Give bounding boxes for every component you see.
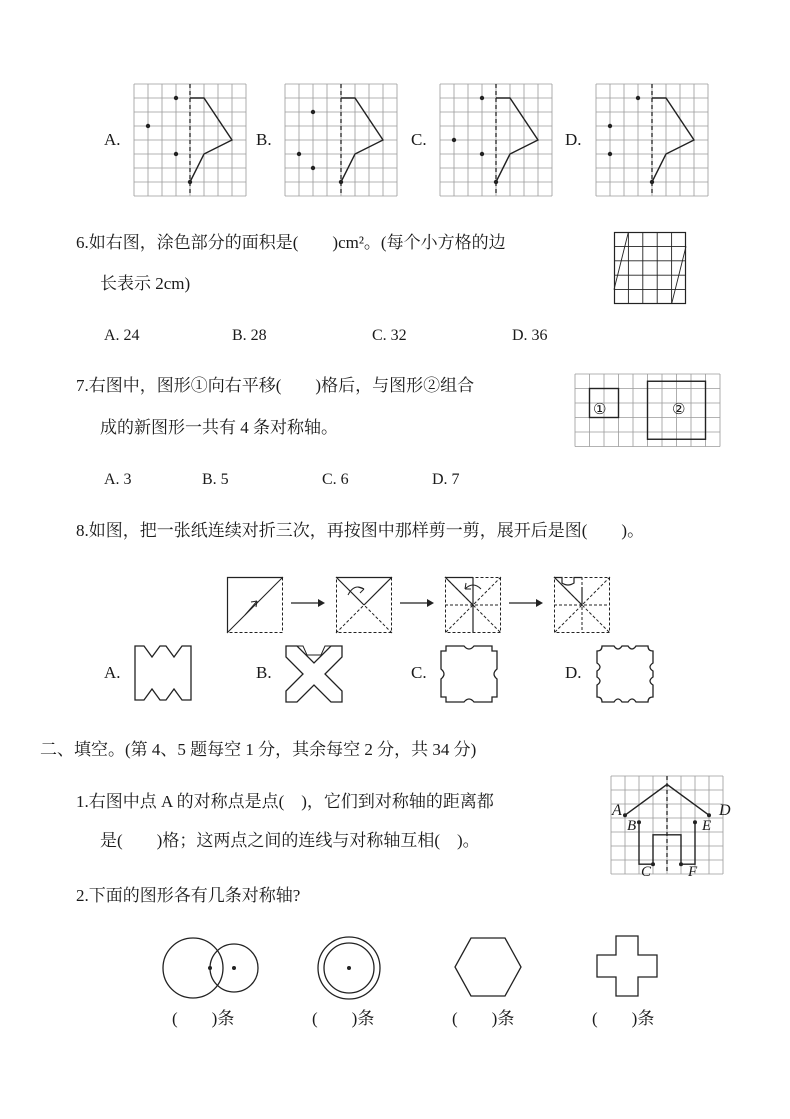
- q7-option-d[interactable]: D. 7: [432, 471, 460, 488]
- f1-point-c: C: [641, 864, 652, 880]
- q8-option-b-label: B.: [256, 663, 272, 682]
- q8-option-d-label: D.: [565, 663, 582, 682]
- q8-option-b-shape[interactable]: [285, 645, 343, 703]
- f2-answer-1[interactable]: ( )条: [172, 1009, 235, 1028]
- f2-question-line1: 2.下面的图形各有几条对称轴?: [76, 886, 301, 905]
- q8-arrow-3: [509, 598, 545, 608]
- q8-fold-step1: [227, 577, 283, 633]
- f2-cross-figure: [596, 935, 658, 997]
- q5-option-d-label: D.: [565, 130, 582, 149]
- q7-option-c[interactable]: C. 6: [322, 471, 349, 488]
- q5-option-c-label: C.: [411, 130, 427, 149]
- q6-grid-figure: [614, 232, 686, 304]
- q8-option-a-label: A.: [104, 663, 121, 682]
- section2-title: 二、填空。(第 4、5 题每空 1 分，其余每空 2 分，共 34 分): [40, 740, 477, 759]
- f1-point-d: D: [719, 802, 731, 819]
- q7-option-a[interactable]: A. 3: [104, 471, 132, 488]
- q8-option-a-shape[interactable]: [134, 645, 192, 701]
- q8-arrow-1: [291, 598, 327, 608]
- q6-option-a[interactable]: A. 24: [104, 327, 140, 344]
- q8-option-c-shape[interactable]: [440, 645, 498, 703]
- q5-option-c-figure[interactable]: [440, 84, 552, 196]
- f2-two-circles-figure: [162, 935, 272, 1001]
- f1-point-e: E: [702, 818, 712, 834]
- q8-arrow-2: [400, 598, 436, 608]
- q5-option-d-figure[interactable]: [596, 84, 708, 196]
- q7-shape1-label: ①: [593, 400, 607, 418]
- q7-question-line2: 成的新图形一共有 4 条对称轴。: [100, 418, 338, 437]
- q7-question-line1: 7.右图中，图形①向右平移( )格后，与图形②组合: [76, 376, 475, 395]
- f2-concentric-circles-figure: [316, 935, 382, 1001]
- f2-answer-2[interactable]: ( )条: [312, 1009, 375, 1028]
- f1-question-line2: 是( )格；这两点之间的连线与对称轴互相( )。: [100, 831, 480, 850]
- q6-option-c[interactable]: C. 32: [372, 327, 407, 344]
- q5-option-a-label: A.: [104, 130, 121, 149]
- q6-question-line1: 6.如右图，涂色部分的面积是( )cm²。(每个小方格的边: [76, 233, 506, 252]
- f1-point-f: F: [688, 864, 698, 880]
- q8-fold-step2: [336, 577, 392, 633]
- q8-fold-step4: [554, 577, 610, 633]
- f1-point-a: A: [612, 802, 622, 819]
- q5-option-a-figure[interactable]: [134, 84, 246, 196]
- q8-question-line1: 8.如图，把一张纸连续对折三次，再按图中那样剪一剪，展开后是图( )。: [76, 521, 645, 540]
- q5-option-b-figure[interactable]: [285, 84, 397, 196]
- q8-option-c-label: C.: [411, 663, 427, 682]
- f1-point-b: B: [627, 818, 637, 834]
- q7-option-b[interactable]: B. 5: [202, 471, 229, 488]
- f1-question-line1: 1.右图中点 A 的对称点是点( )，它们到对称轴的距离都: [76, 792, 494, 811]
- q7-shape2-label: ②: [672, 400, 686, 418]
- q8-option-d-shape[interactable]: [596, 645, 654, 703]
- q6-question-line2: 长表示 2cm): [100, 274, 191, 293]
- q8-fold-step3: [445, 577, 501, 633]
- f2-answer-4[interactable]: ( )条: [592, 1009, 655, 1028]
- f2-hexagon-figure: [454, 937, 522, 997]
- q6-option-d[interactable]: D. 36: [512, 327, 548, 344]
- q5-option-b-label: B.: [256, 130, 272, 149]
- q6-option-b[interactable]: B. 28: [232, 327, 267, 344]
- f2-answer-3[interactable]: ( )条: [452, 1009, 515, 1028]
